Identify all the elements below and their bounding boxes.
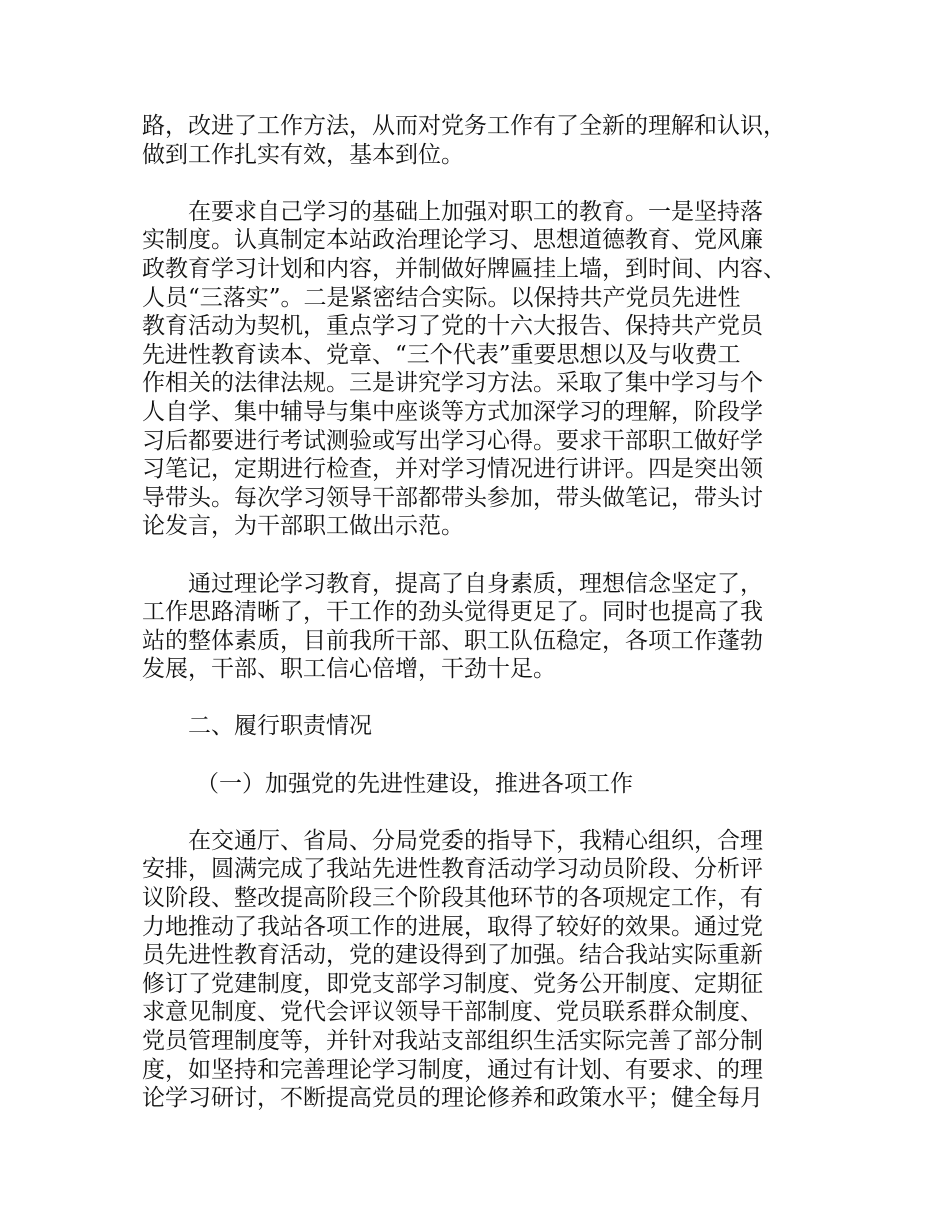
text-line: 修订了党建制度，即党支部学习制度、党务公开制度、定期征 xyxy=(142,970,763,997)
text-line: 在交通厅、省局、分局党委的指导下，我精心组织，合理 xyxy=(188,827,763,854)
text-line: 人自学、集中辅导与集中座谈等方式加深学习的理解，阶段学 xyxy=(142,398,763,425)
text-line: 导带头。每次学习领导干部都带头参加，带头做笔记，带头讨 xyxy=(142,484,763,511)
text-line: 站的整体素质，目前我所干部、职工队伍稳定，各项工作蓬勃 xyxy=(142,627,763,654)
document-page xyxy=(142,112,822,1113)
text-line: 工作思路清晰了，干工作的劲头觉得更足了。同时也提高了我 xyxy=(142,599,763,626)
text-line: 在要求自己学习的基础上加强对职工的教育。一是坚持落 xyxy=(188,198,763,225)
paragraph-continuation xyxy=(142,112,822,169)
text-line: 教育活动为契机，重点学习了党的十六大报告、保持共产党员 xyxy=(142,313,763,340)
text-line: 政教育学习计划和内容，并制做好牌匾挂上墙，到时间、内容、 xyxy=(142,255,786,282)
text-line: 议阶段、整改提高阶段三个阶段其他环节的各项规定工作，有 xyxy=(142,885,763,912)
paragraph-party-building xyxy=(142,827,822,1113)
text-line: 安排，圆满完成了我站先进性教育活动学习动员阶段、分析评 xyxy=(142,856,763,883)
text-line: 度，如坚持和完善理论学习制度，通过有计划、有要求、的理 xyxy=(142,1056,763,1083)
section-heading: 二、履行职责情况 xyxy=(188,713,372,740)
text-line: 作相关的法律法规。三是讲究学习方法。采取了集中学习与个 xyxy=(142,370,763,397)
text-line: 人员“三落实”。二是紧密结合实际。以保持共产党员先进性 xyxy=(142,284,741,311)
text-line: 论学习研讨，不断提高党员的理论修养和政策水平；健全每月 xyxy=(142,1085,763,1112)
text-line: 党员管理制度等，并针对我站支部组织生活实际完善了部分制 xyxy=(142,1028,763,1054)
text-line: 发展，干部、职工信心倍增，干劲十足。 xyxy=(142,656,556,683)
paragraph-outcome xyxy=(142,570,822,684)
text-line: 实制度。认真制定本站政治理论学习、思想道德教育、党风廉 xyxy=(142,227,763,254)
paragraph-education xyxy=(142,198,822,541)
text-line: 做到工作扎实有效，基本到位。 xyxy=(142,141,464,168)
text-line: 路，改进了工作方法，从而对党务工作有了全新的理解和认识， xyxy=(142,113,786,139)
text-line: 论发言，为干部职工做出示范。 xyxy=(142,513,464,540)
text-line: 求意见制度、党代会评议领导干部制度、党员联系群众制度、 xyxy=(142,999,763,1026)
text-line: 习后都要进行考试测验或写出学习心得。要求干部职工做好学 xyxy=(142,427,763,454)
sub-heading: （一）加强党的先进性建设，推进各项工作 xyxy=(196,770,633,797)
text-line: 力地推动了我站各项工作的进展，取得了较好的效果。通过党 xyxy=(142,913,763,940)
text-line: 先进性教育读本、党章、“三个代表”重要思想以及与收费工 xyxy=(142,341,741,368)
text-line: 通过理论学习教育，提高了自身素质，理想信念坚定了， xyxy=(188,570,763,597)
text-line: 习笔记，定期进行检查，并对学习情况进行讲评。四是突出领 xyxy=(142,456,763,483)
text-line: 员先进性教育活动，党的建设得到了加强。结合我站实际重新 xyxy=(142,942,763,969)
